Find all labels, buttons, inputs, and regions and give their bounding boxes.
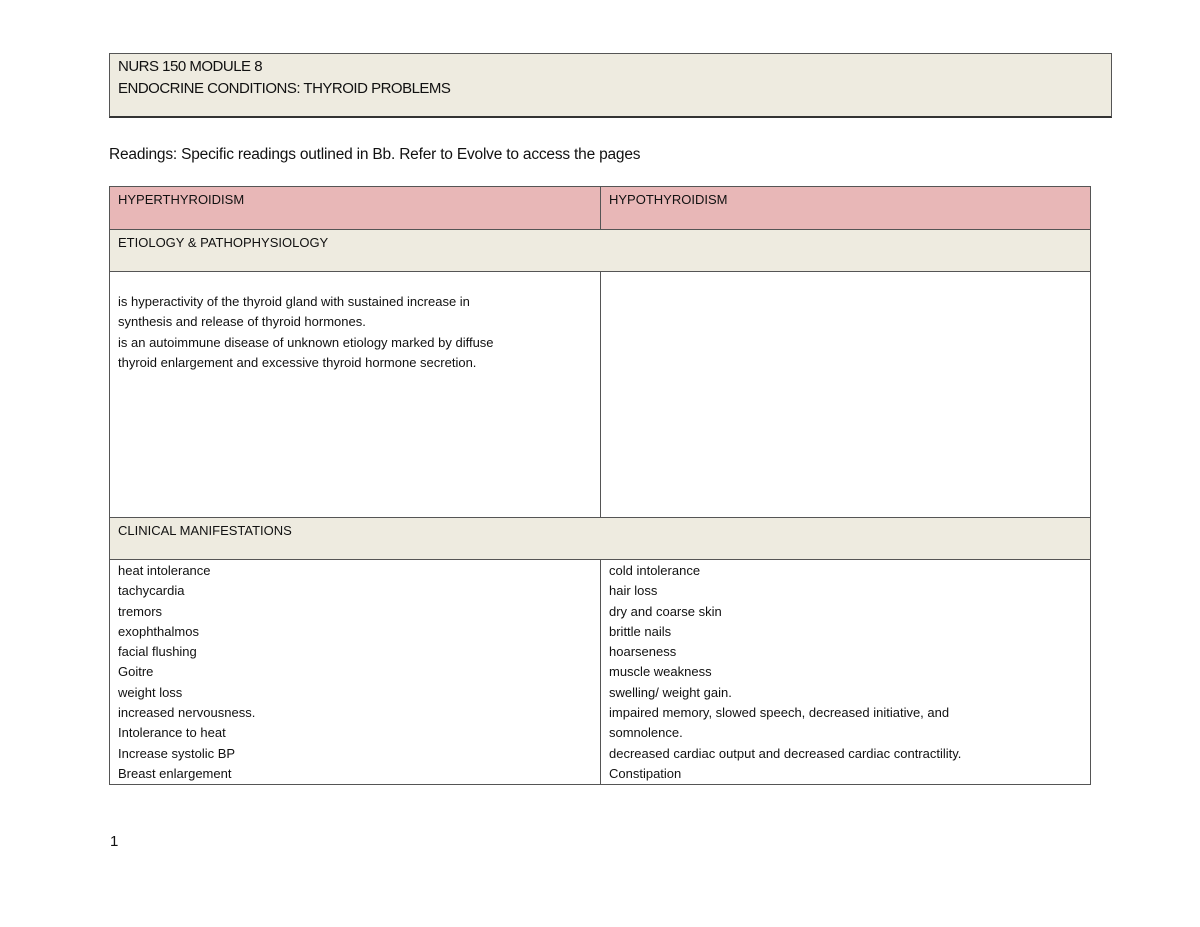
list-item: Increase systolic BP xyxy=(118,745,236,761)
list-item: Goitre xyxy=(118,664,154,680)
section-title-etiology: ETIOLOGY & PATHOPHYSIOLOGY xyxy=(110,230,1090,271)
list-item: decreased cardiac output and decreased cardiac contractility. xyxy=(609,745,962,761)
manifestations-hyperthyroidism-cell xyxy=(110,560,601,784)
list-item: tachycardia xyxy=(118,583,185,599)
list-item: Breast enlargement xyxy=(118,765,232,781)
text-line: is an autoimmune disease of unknown etiology marked by diffuse xyxy=(118,334,494,350)
text-line: thyroid enlargement and excessive thyroid hormone secretion. xyxy=(118,354,477,370)
list-item: tremors xyxy=(118,603,163,619)
list-item: Intolerance to heat xyxy=(118,725,226,741)
comparison-table xyxy=(109,186,1091,785)
document-title-box xyxy=(109,53,1112,118)
list-item: Constipation xyxy=(609,765,682,781)
column-header-row xyxy=(110,187,1090,229)
etiology-hypothyroidism-cell xyxy=(601,272,1090,517)
list-item: exophthalmos xyxy=(118,623,199,639)
list-item: swelling/ weight gain. xyxy=(609,684,732,700)
text-line: synthesis and release of thyroid hormones. xyxy=(118,314,366,330)
list-item: heat intolerance xyxy=(118,563,211,578)
column-header-hyperthyroidism: HYPERTHYROIDISM xyxy=(110,187,601,229)
column-header-hypothyroidism: HYPOTHYROIDISM xyxy=(601,187,1090,229)
list-item: cold intolerance xyxy=(609,563,701,578)
list-item: impaired memory, slowed speech, decreased initiative, and xyxy=(609,705,950,721)
list-item: muscle weakness xyxy=(609,664,712,680)
clinical-content-row xyxy=(110,559,1090,784)
list-item: hair loss xyxy=(609,583,658,599)
section-row-etiology xyxy=(110,229,1090,271)
list-item: somnolence. xyxy=(609,725,683,741)
list-item: increased nervousness. xyxy=(118,705,256,721)
list-item: weight loss xyxy=(118,684,183,700)
etiology-content-row xyxy=(110,271,1090,517)
section-title-clinical: CLINICAL MANIFESTATIONS xyxy=(110,518,1090,559)
manifestations-hypothyroidism-cell xyxy=(601,560,1090,784)
text-line: is hyperactivity of the thyroid gland with sustained increase in xyxy=(118,294,470,309)
module-title: ENDOCRINE CONDITIONS: THYROID PROBLEMS xyxy=(118,80,451,97)
list-item: facial flushing xyxy=(118,644,197,660)
section-row-clinical xyxy=(110,517,1090,559)
page-number: 1 xyxy=(110,833,119,850)
etiology-hyperthyroidism-cell xyxy=(110,272,601,517)
readings-note: Readings: Specific readings outlined in Bb. Refer to Evolve to access the pages xyxy=(109,146,641,163)
list-item: dry and coarse skin xyxy=(609,603,722,619)
list-item: brittle nails xyxy=(609,623,672,639)
list-item: hoarseness xyxy=(609,644,677,660)
course-title: NURS 150 MODULE 8 xyxy=(118,58,263,75)
